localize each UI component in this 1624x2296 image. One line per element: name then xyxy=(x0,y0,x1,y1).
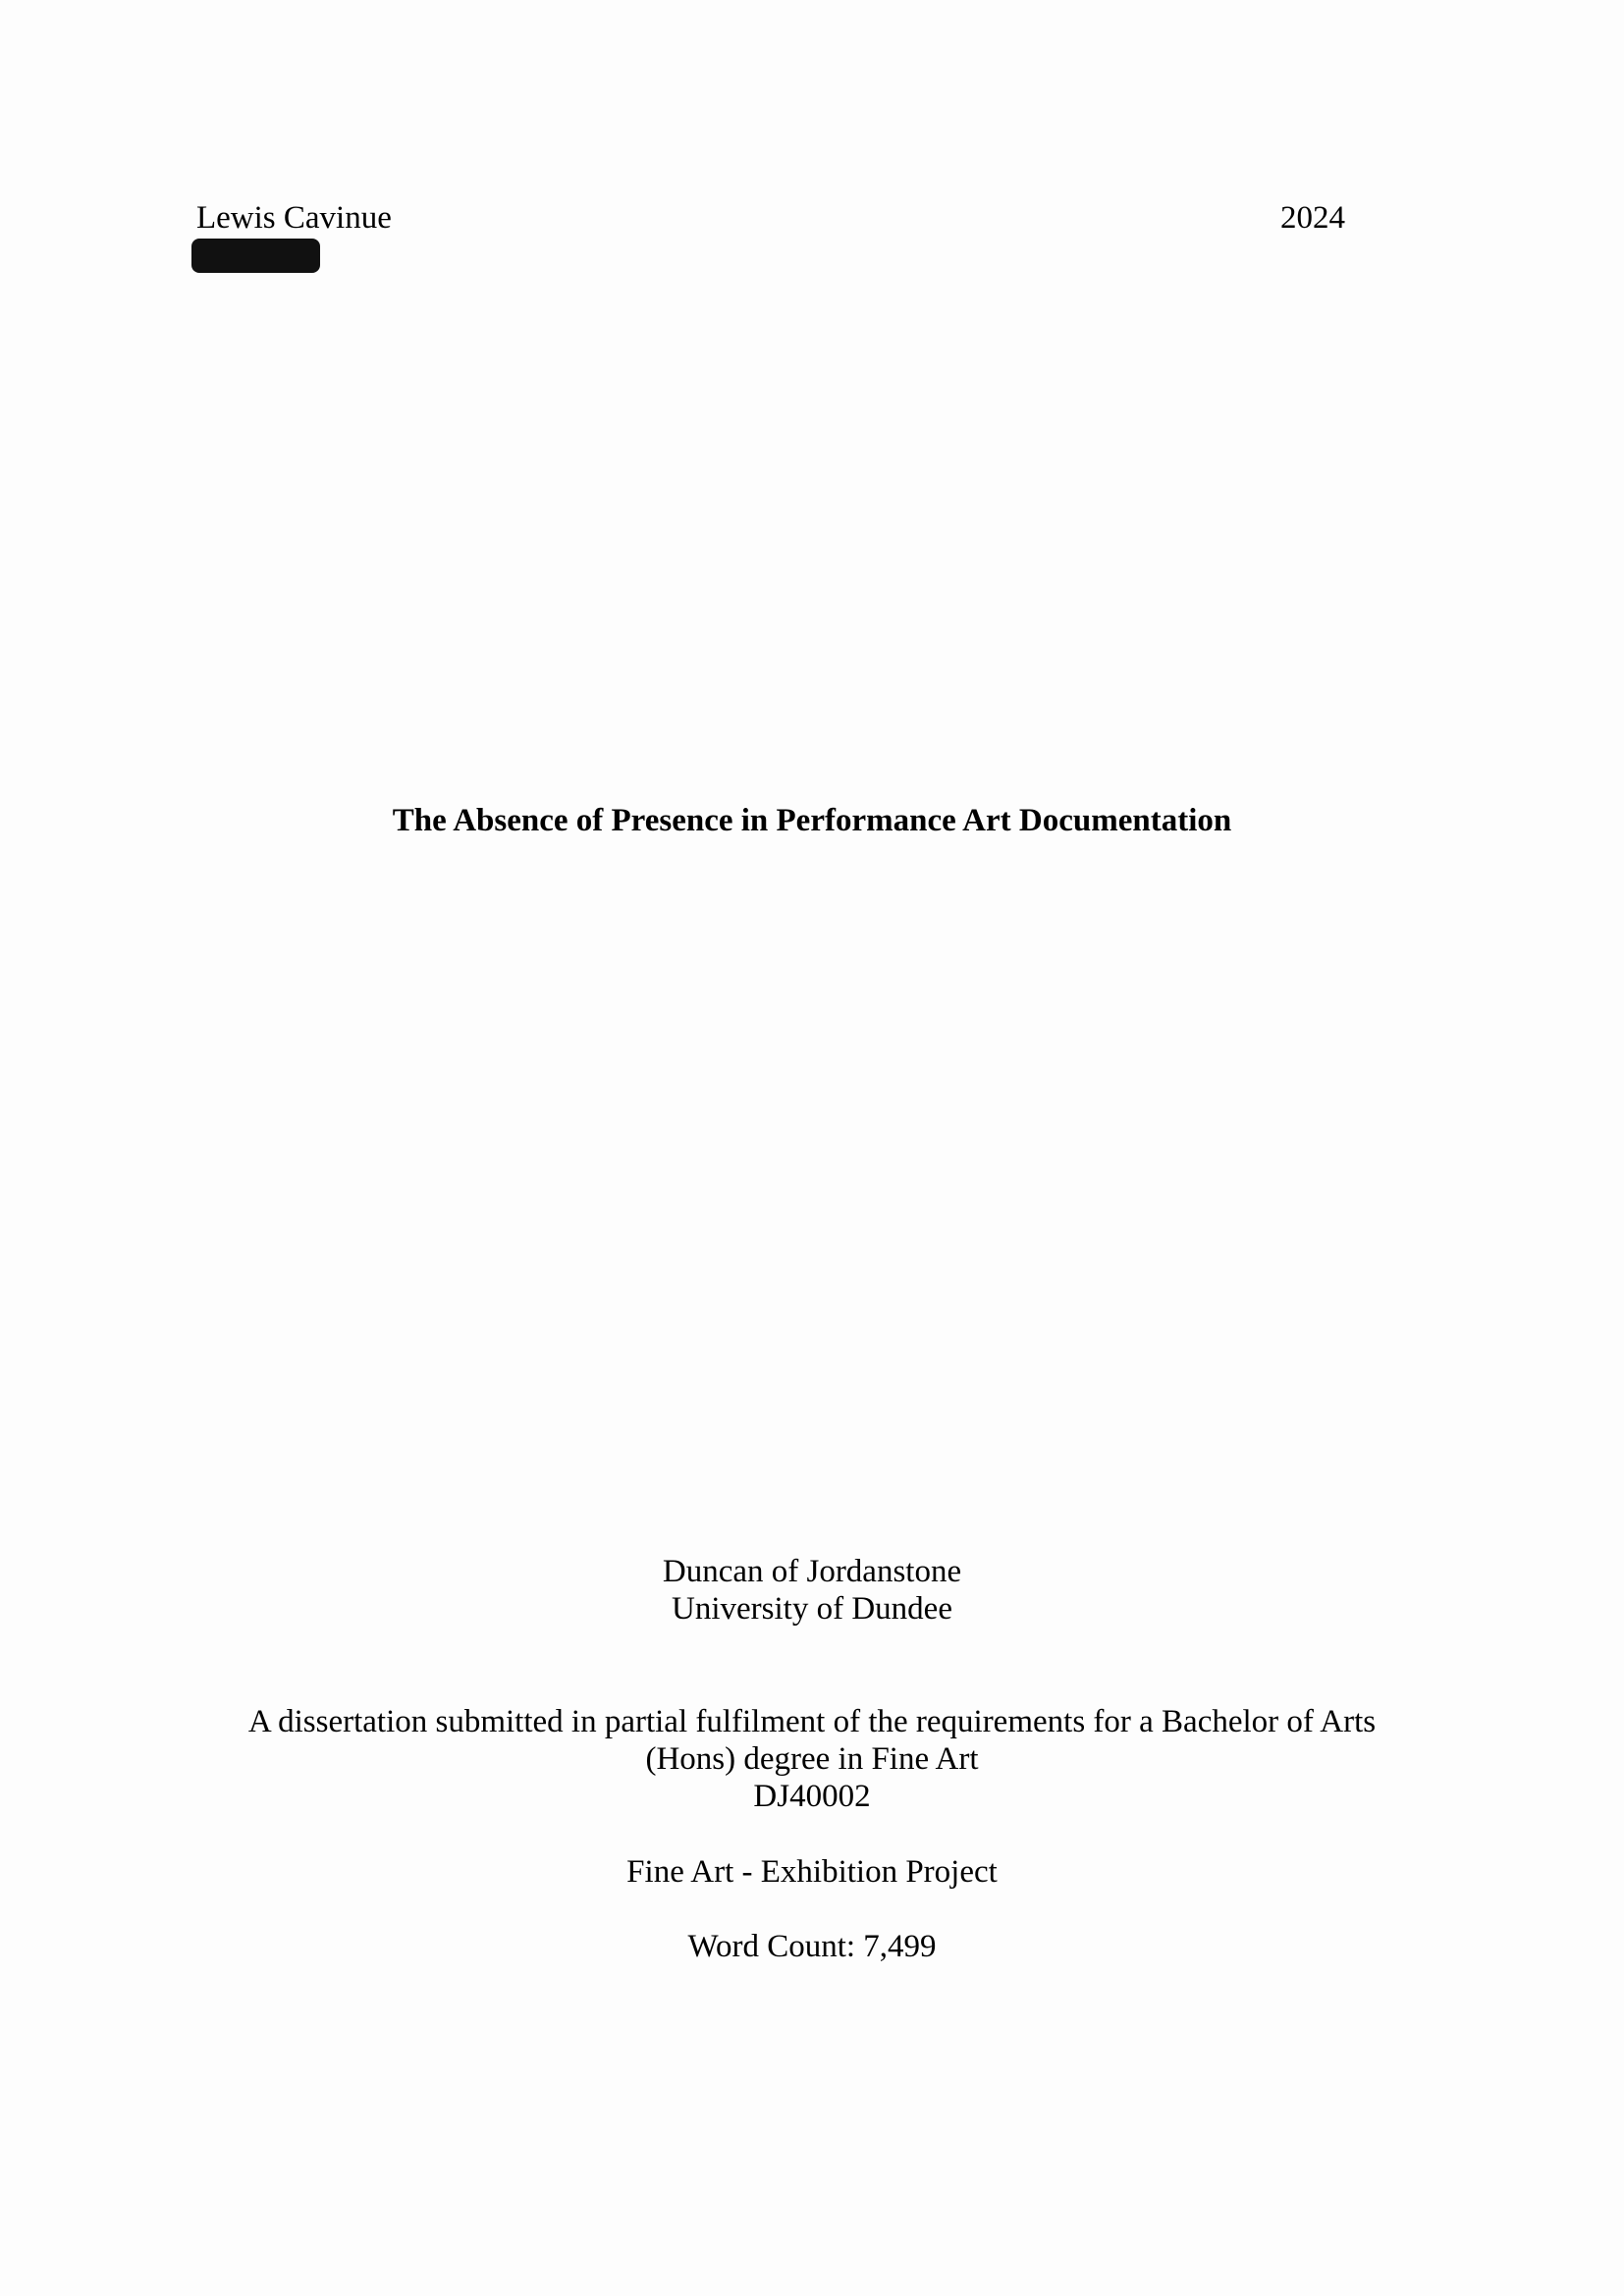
dissertation-line-1: A dissertation submitted in partial fulfilment of the requirements for a Bachelor of Arts xyxy=(247,1704,1377,1739)
project-name: Fine Art - Exhibition Project xyxy=(626,1854,998,1890)
redaction-box xyxy=(191,239,320,273)
institution-block xyxy=(0,1553,1624,1628)
dissertation-line-2: (Hons) degree in Fine Art xyxy=(645,1741,979,1777)
author-name: Lewis Cavinue xyxy=(196,200,392,236)
submission-year: 2024 xyxy=(1280,200,1345,236)
page-header xyxy=(196,196,1345,240)
module-code: DJ40002 xyxy=(753,1779,871,1814)
word-count: Word Count: 7,499 xyxy=(687,1929,937,1964)
institution-line-1: Duncan of Jordanstone xyxy=(662,1554,962,1589)
document-title: The Absence of Presence in Performance Art Documentation xyxy=(392,803,1232,838)
dissertation-statement xyxy=(0,1703,1624,1815)
institution-line-2: University of Dundee xyxy=(672,1591,952,1627)
